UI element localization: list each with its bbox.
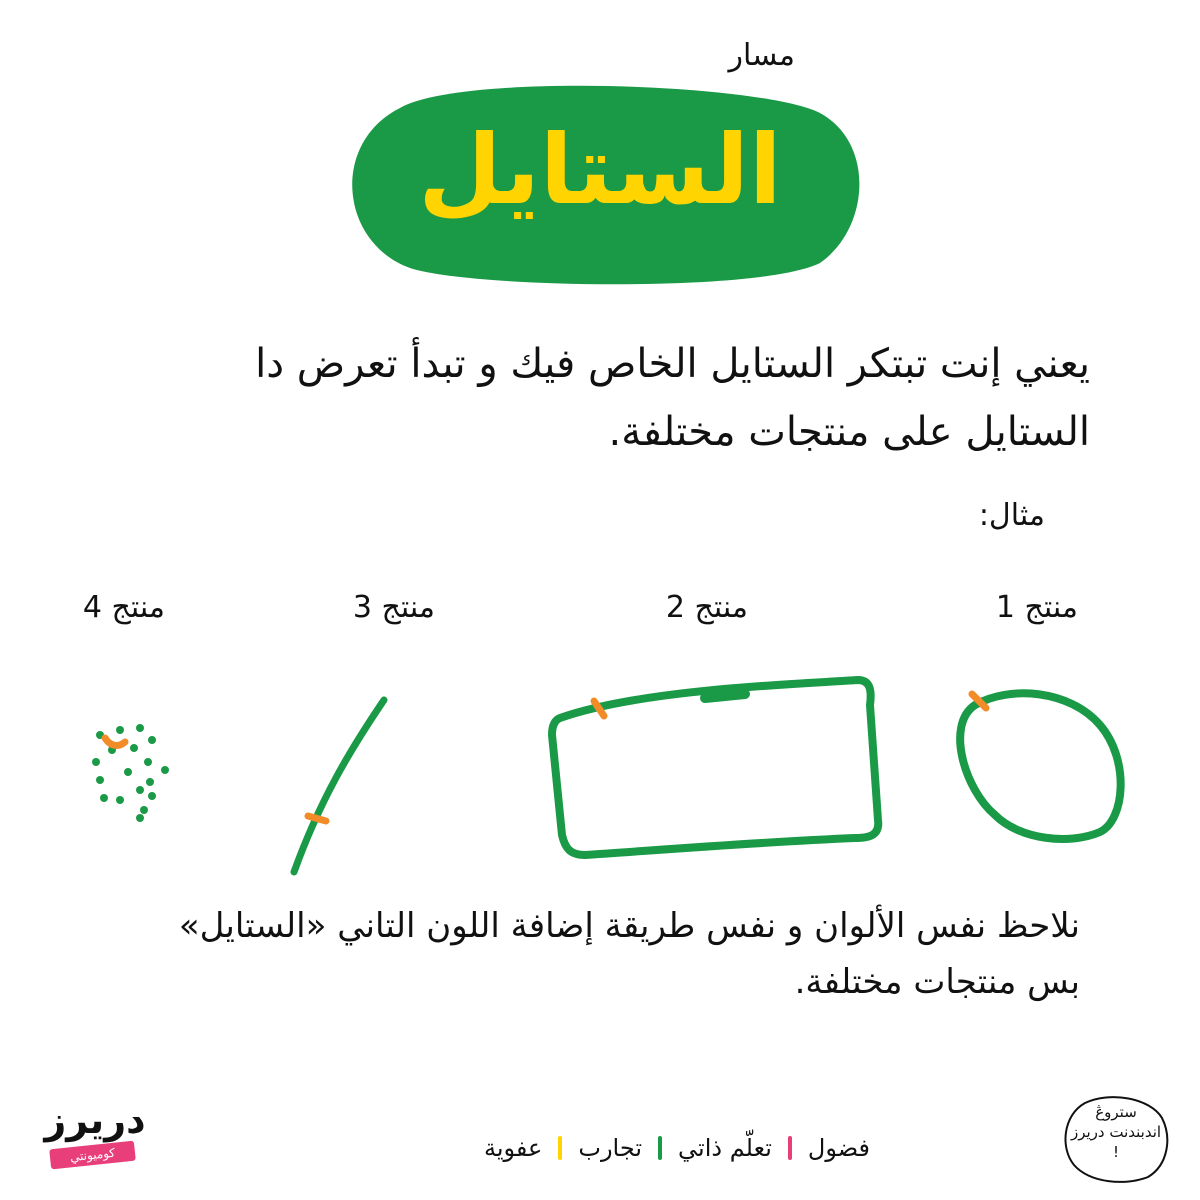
value-experiments: تجارب: [578, 1134, 643, 1162]
intro-paragraph: يعني إنت تبتكر الستايل الخاص فيك و تبدأ تعرض دا الستايل على منتجات مختلفة.: [255, 341, 1090, 455]
product-label-4: منتج 4: [82, 590, 165, 625]
product-3-line-icon: [294, 700, 384, 872]
stamp-text: ستروڠ اندبندنت دريرز !: [1070, 1103, 1162, 1161]
product-label-3: منتج 3: [352, 590, 435, 625]
product-label-2: منتج 2: [665, 590, 748, 625]
page-title: الستايل: [418, 114, 782, 226]
separator-yellow: [558, 1136, 562, 1160]
value-spontaneity: عفوية: [483, 1134, 543, 1162]
product-4-dots-icon: [92, 724, 169, 822]
separator-green: [658, 1136, 662, 1160]
logo-badge: كوميونتي: [49, 1141, 136, 1170]
product-2-rectangle-icon: [552, 680, 878, 855]
brand-logo: دريرز: [44, 1098, 146, 1142]
product-1-circle-icon: [960, 693, 1121, 839]
value-curiosity: فضول: [807, 1134, 870, 1162]
note-paragraph: نلاحظ نفس الألوان و نفس طريقة إضافة اللون التاني «الستايل» بس منتجات مختلفة.: [178, 906, 1080, 1002]
product-label-1: منتج 1: [995, 590, 1078, 625]
product-drawings: [0, 650, 1200, 890]
value-self-learning: تعلّم ذاتي: [678, 1134, 772, 1162]
track-label: مسار: [728, 38, 795, 73]
example-label: مثال:: [978, 498, 1045, 533]
separator-pink: [788, 1136, 792, 1160]
footer-values: [340, 1128, 870, 1168]
